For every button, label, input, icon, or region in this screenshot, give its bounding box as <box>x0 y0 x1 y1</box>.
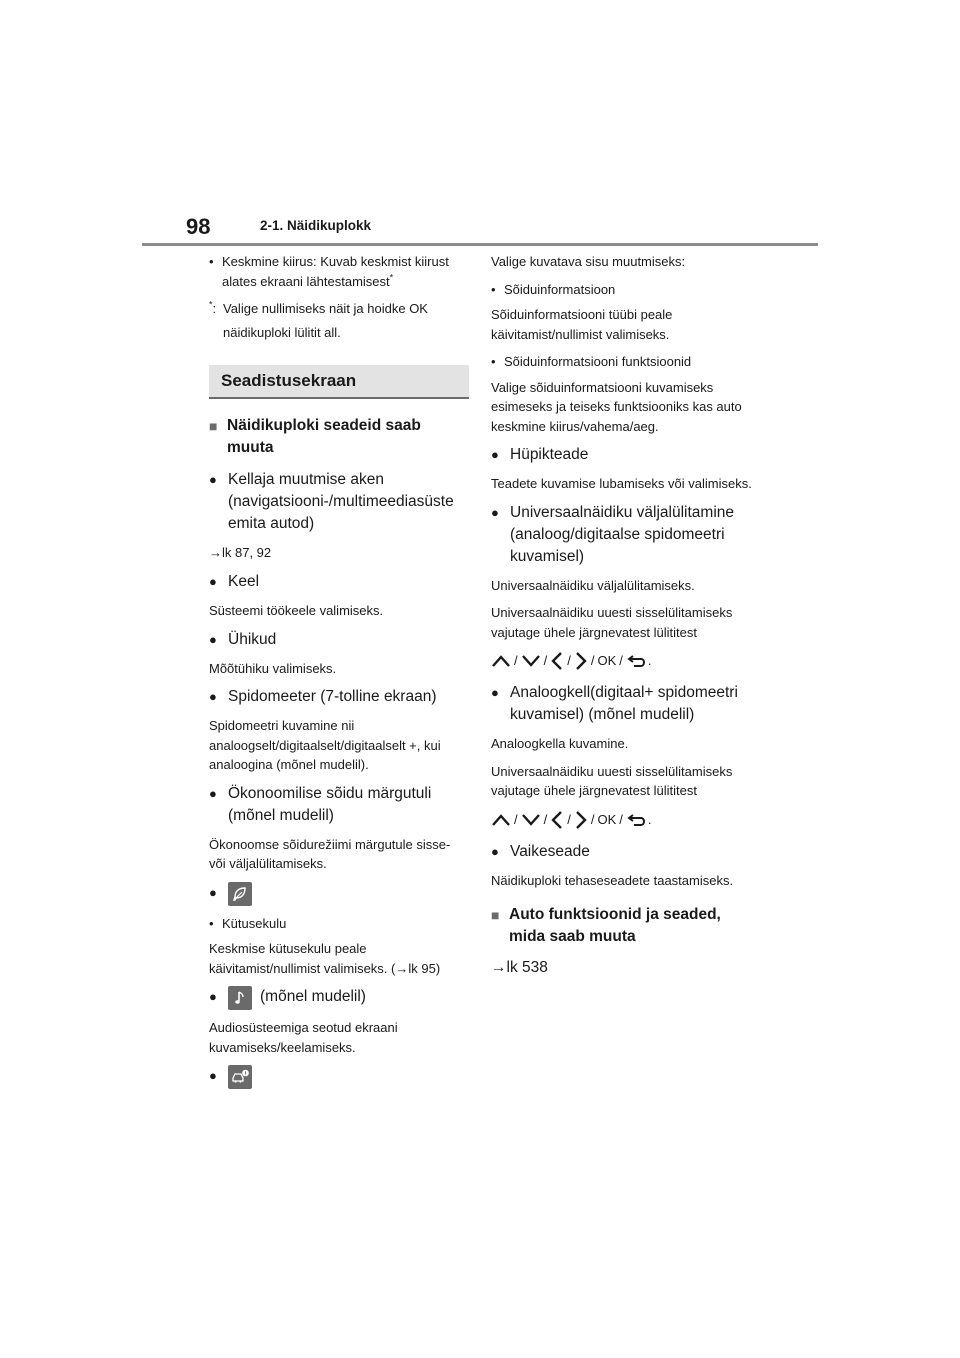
item-language: ● Keel <box>209 573 260 590</box>
car-info-icon <box>228 1065 252 1089</box>
square-icon: ■ <box>491 907 500 923</box>
page-number: 98 <box>186 214 211 239</box>
item-eco-icon: ● <box>209 882 469 906</box>
item-audio: ● (mõnel mudelil) <box>209 986 469 1010</box>
desc-universal-off: Universaalnäidiku väljalülitamiseks. <box>491 577 695 593</box>
desc-default: Näidikuploki tehaseseadete taastamiseks. <box>491 872 734 888</box>
switch-icon-row: / / / / OK / . <box>491 809 753 831</box>
desc-popup: Teadete kuvamise lubamiseks või valimiseks. <box>491 476 752 491</box>
header-divider <box>142 243 818 246</box>
settings-title-box: Seadistusekraan <box>209 365 469 399</box>
sub-drive-func: Sõiduinformatsiooni funktsioonid <box>504 354 692 369</box>
leaf-icon <box>228 882 252 906</box>
chevron-left-icon <box>550 651 564 671</box>
section-title: 2-1. Näidikuplokk <box>260 218 372 233</box>
item-popup: ● Hüpikteade <box>491 446 589 463</box>
desc-drive-func: Valige sõiduinformatsiooni kuvamiseks esimeseks ja teiseks funktsiooniks kas auto keskmine kiirus/vahema/aeg. <box>491 379 742 434</box>
sub-drive-info: Sõiduinformatsioon <box>504 281 616 297</box>
desc-audio: Audiosüsteemiga seotud ekraani kuvamiseks/keelamiseks. <box>209 1020 398 1055</box>
back-arrow-icon <box>626 653 648 669</box>
ok-switch-label: OK <box>597 811 617 827</box>
list-item: • Sõiduinformatsiooni funktsioonid <box>491 352 753 372</box>
desc-drive-info: Sõiduinformatsiooni tüübi peale käivitamist/nullimist valimiseks. <box>491 307 673 342</box>
back-arrow-icon <box>626 812 648 828</box>
chevron-left-icon <box>550 810 564 830</box>
item-universal-off: ● Universaalnäidiku väljalülitamine (analoog/digitaalse spidomeetri kuvamisel) <box>491 503 735 565</box>
heading-changeable: ■ Näidikuploki seadeid saab muuta <box>209 415 469 459</box>
bullet-speed-text: Keskmine kiirus: Kuvab keskmist kiirust alates ekraani lähtestamisest <box>222 254 449 289</box>
left-column <box>209 252 469 1097</box>
item-clock: ● Kellaja muutmise aken (navigatsiooni-/multimeediasüste emita autod) <box>209 471 454 532</box>
switch-icon-row: / / / / OK / . <box>491 650 753 672</box>
heading-vehicle: ■ Auto funktsioonid ja seaded, mida saab muuta <box>491 904 753 948</box>
footnote-text: Valige nullimiseks näit ja hoidke OK näidikuploki lülitit all. <box>223 301 428 340</box>
ref-clock: →lk 87, 92 <box>209 545 272 560</box>
music-note-icon <box>228 986 252 1010</box>
chevron-right-icon <box>574 651 588 671</box>
list-item: • Keskmine kiirus: Kuvab keskmist kiirust alates ekraani lähtestamisest* <box>209 254 449 289</box>
item-speedometer: ● Spidomeeter (7-tolline ekraan) <box>209 688 437 705</box>
item-eco: ● Ökonoomilise sõidu märgutuli (mõnel mudelil) <box>209 784 432 824</box>
desc-eco: Ökonoomse sõidurežiimi märgutule sisse- või väljalülitamiseks. <box>209 836 451 871</box>
desc-fuel: Keskmise kütusekulu peale käivitamist/nullimist valimiseks. (→lk 95) <box>209 941 441 976</box>
desc-speedometer: Spidomeetri kuvamine nii analoogselt/digitaalselt/digitaalselt +, kui analoogina (mõnel mudelil). <box>209 718 441 772</box>
desc-language: Süsteemi töökeele valimiseks. <box>209 603 384 618</box>
chevron-up-icon <box>491 654 511 668</box>
list-item: • Kütusekulu <box>209 914 469 934</box>
item-analog-clock: ● Analoogkell(digitaal+ spidomeetri kuvamisel) (mõnel mudelil) <box>491 684 738 723</box>
sub-fuel: Kütusekulu <box>222 915 287 931</box>
desc-analog-on: Universaalnäidiku uuesti sisselülitamiseks vajutage ühele järgnevatest lülititest <box>491 763 733 798</box>
chevron-down-icon <box>521 813 541 827</box>
desc-universal-on: Universaalnäidiku uuesti sisselülitamiseks vajutage ühele järgnevatest lülititest <box>491 605 733 640</box>
ref-vehicle: →lk 538 <box>491 959 548 976</box>
item-default: ● Vaikeseade <box>491 842 590 860</box>
chevron-right-icon <box>574 810 588 830</box>
ok-switch-label: OK <box>597 653 617 668</box>
item-vehicle-icon: ● <box>209 1065 469 1089</box>
desc-analog-clock: Analoogkella kuvamine. <box>491 736 629 751</box>
square-icon: ■ <box>209 418 218 434</box>
right-column <box>491 252 753 986</box>
item-units: ● Ühikud <box>209 630 277 648</box>
chevron-down-icon <box>521 654 541 668</box>
chevron-up-icon <box>491 813 511 827</box>
footnote-marker: * <box>389 272 394 283</box>
desc-units: Mõõtühiku valimiseks. <box>209 660 337 676</box>
list-item: • Sõiduinformatsioon <box>491 280 753 300</box>
intro: Valige kuvatava sisu muutmiseks: <box>491 254 686 269</box>
footnote: *: Valige nullimiseks näit ja hoidke OK näidikuploki lülitit all. <box>209 297 469 345</box>
